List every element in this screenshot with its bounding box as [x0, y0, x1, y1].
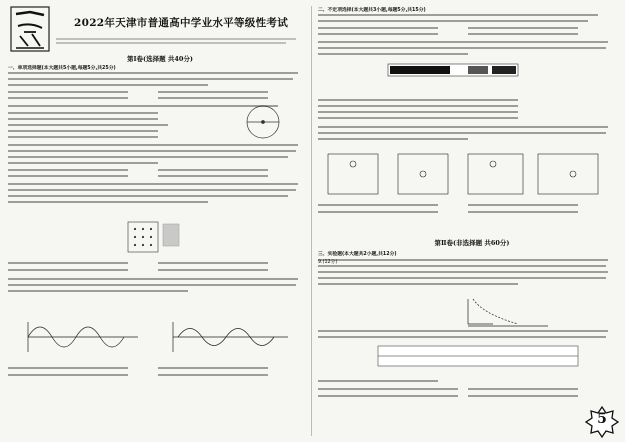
instructions-text: [56, 36, 308, 44]
logo-seal-icon: [10, 6, 50, 52]
exam-title: 2022年天津市普通高中学业水平等级性考试: [73, 17, 289, 29]
left-column: [0, 0, 312, 442]
part2-heading: 第Ⅱ卷(非选择题 共60分): [434, 239, 510, 247]
part1-heading: 第Ⅰ卷(选择题 共40分): [127, 55, 193, 63]
right-body-text: [318, 14, 618, 434]
right-column: [312, 0, 625, 442]
question9-label: 9.(12分): [318, 260, 338, 265]
section3-heading: 三、实验题(本大题共2小题,共12分): [318, 252, 397, 257]
left-body-text: [8, 72, 306, 442]
section1-heading: 一、单项选择题(本大题共5小题,每题5分,共25分): [8, 66, 116, 71]
page-number: 5: [597, 411, 607, 427]
section2-heading: 二、不定项选择(本大题共3小题,每题5分,共15分): [318, 8, 426, 13]
